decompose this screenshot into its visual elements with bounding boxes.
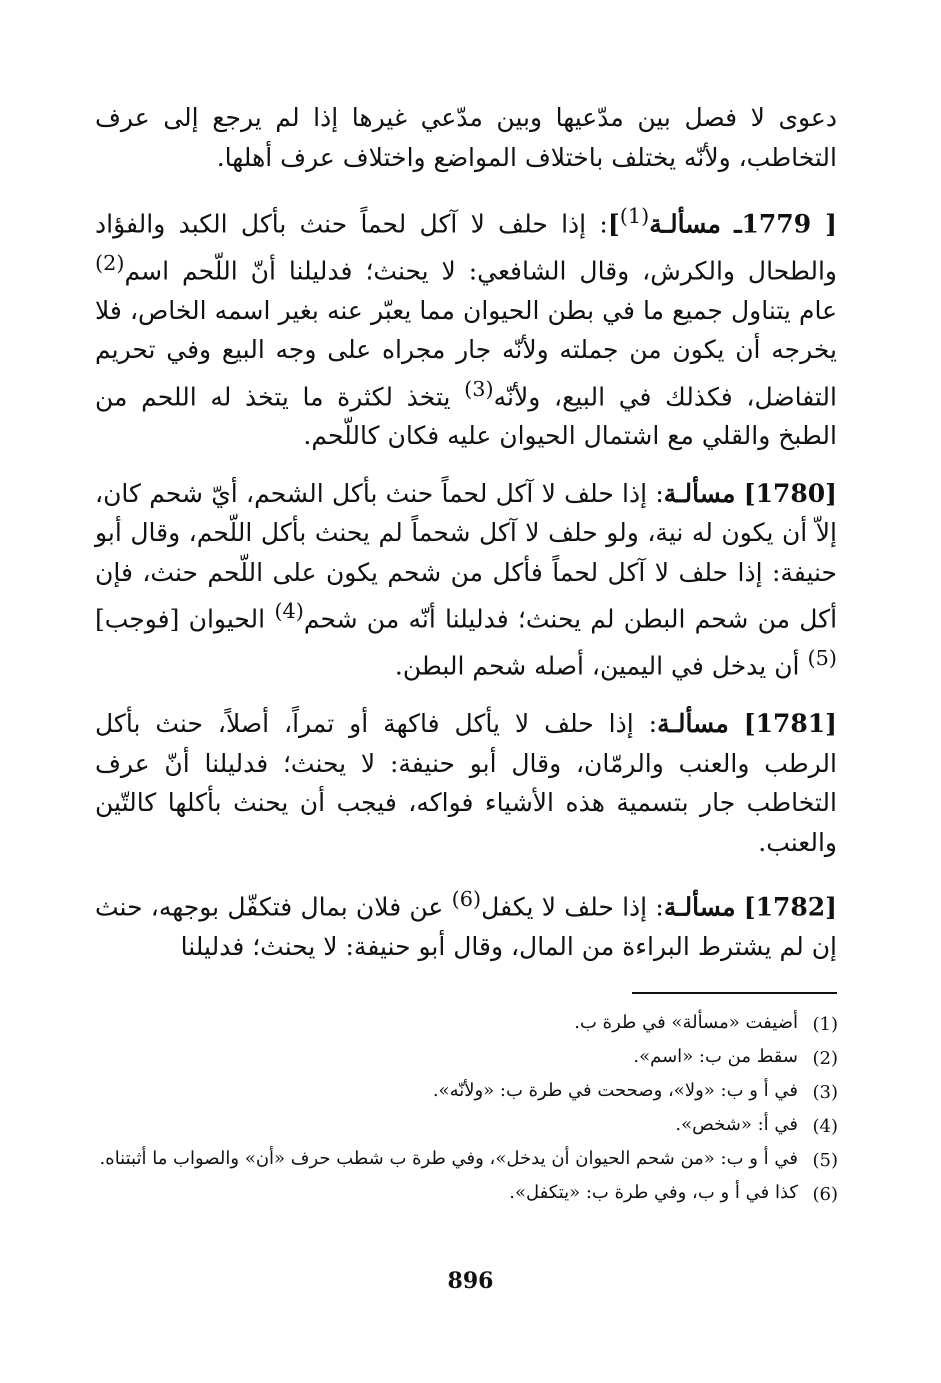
footnote bbox=[90, 1178, 838, 1212]
paragraph-text: الحيوان [فوجب] bbox=[95, 604, 275, 634]
paragraph-text: : إذا حلف لا يأكل فاكهة أو تمراً، أصلاً، حنث بأكل الرطب والعنب والرمّان، وقال أبو حنيفة: لا يحنث؛ فدليلنا أنّ عرف التخاطب جار بتسمية هذه الأشياء فواكه، فيجب أن يحنث بأكلها كالتّين والعنب. bbox=[95, 709, 837, 857]
issue-number: [1780] bbox=[743, 478, 837, 508]
footnote bbox=[90, 1144, 838, 1178]
issue-number: [1781] bbox=[743, 709, 837, 739]
paragraph-intro bbox=[95, 98, 837, 177]
issue-1782 bbox=[95, 880, 837, 966]
paragraph-text: يتخذ لكثرة ما يتخذ له اللحم من الطبخ والقلي مع اشتمال الحيوان عليه فكان كاللّحم. bbox=[95, 381, 837, 451]
footnote-number: (6) bbox=[812, 1184, 838, 1205]
footnote-text: في أ و ب: «ولا»، وصححت في طرة ب: «ولأنّه». bbox=[432, 1080, 798, 1101]
footnote-text: في أ: «شخص». bbox=[675, 1114, 798, 1135]
issue-1779 bbox=[95, 197, 837, 456]
footnote bbox=[90, 1042, 838, 1076]
footnote-text: سقط من ب: «اسم». bbox=[633, 1046, 798, 1067]
main-text bbox=[95, 98, 837, 984]
paragraph-text: : إذا حلف لا يكفل bbox=[481, 892, 664, 922]
footnotes bbox=[90, 1008, 838, 1212]
footnote-text: في أ و ب: «من شحم الحيوان أن يدخل»، وفي طرة ب شطب حرف «أن» والصواب ما أثبتناه. bbox=[99, 1148, 798, 1169]
footnote-ref: (1) bbox=[619, 204, 650, 228]
paragraph-text: أن يدخل في اليمين، أصله شحم البطن. bbox=[394, 651, 808, 681]
issue-label: مسألـة bbox=[649, 209, 721, 239]
footnote-number: (4) bbox=[812, 1116, 838, 1137]
footnote-text: أضيفت «مسألة» في طرة ب. bbox=[574, 1012, 798, 1033]
footnote-number: (3) bbox=[812, 1082, 838, 1103]
footnote-text: كذا في أ و ب، وفي طرة ب: «يتكفل». bbox=[509, 1182, 798, 1203]
footnote-ref: (6) bbox=[451, 887, 482, 912]
paragraph-text: : إذا حلف لا آكل لحماً حنث بأكل الشحم، أيّ شحم كان، إلاّ أن يكون له نية، ولو حلف لا آكل شحماً لم يحنث بأكل اللّحم، وقال أبو حنيفة: إذا حلف لا آكل لحماً فأكل من شحم يكون على اللّحم حنث، فإن أكل من شحم البطن لم يحنث؛ فدليلنا أنّه من شحم bbox=[95, 478, 838, 634]
footnote-ref: (4) bbox=[274, 599, 304, 624]
footnote bbox=[90, 1008, 838, 1042]
paragraph-text: عام يتناول جميع ما في بطن الحيوان مما يعبّر عنه بغير اسمه الخاص، فلا يخرجه أن يكون من جملته ولأنّه جار مجراه على وجه البيع وفي تحريم التفاضل، فكذلك في البيع، ولأنّه bbox=[95, 295, 837, 411]
paragraph-text: دعوى لا فصل بين مدّعيها وبين مدّعي غيرها إذا لم يرجع إلى عرف التخاطب، ولأنّه يختلف باختلاف المواضع واختلاف عرف أهلها. bbox=[95, 103, 837, 172]
footnote-number: (2) bbox=[812, 1048, 838, 1069]
footnote-number: (5) bbox=[812, 1150, 838, 1171]
footnote-ref: (2) bbox=[95, 250, 125, 275]
issue-number: [1782] bbox=[743, 892, 837, 922]
page-number: 896 bbox=[447, 1268, 494, 1294]
footnote-number: (1) bbox=[812, 1014, 838, 1035]
paragraph-text: : إذا حلف لا آكل لحماً حنث بأكل الكبد والفؤاد والطحال والكرش، وقال الشافعي: لا يحنث؛ فدليلنا أنّ اللّحم اسم bbox=[95, 209, 837, 286]
issue-label: مسألـة bbox=[657, 709, 729, 739]
issue-label: مسألـة bbox=[663, 892, 736, 922]
paragraph-text: عن فلان بمال فتكفّل بوجهه، حنث إن لم يشترط البراءة من المال، وقال أبو حنيفة: لا يحنث؛ فدليلنا bbox=[95, 892, 837, 961]
footnote bbox=[90, 1110, 838, 1144]
issue-1780 bbox=[95, 474, 837, 686]
footnote-ref: (3) bbox=[464, 376, 494, 401]
footnote-ref: (5) bbox=[807, 646, 837, 671]
issue-number: [ 1779ـ bbox=[734, 209, 837, 239]
issue-1781 bbox=[95, 704, 837, 862]
issue-label: مسألـة bbox=[663, 478, 736, 508]
bracket-close: ] bbox=[607, 209, 620, 239]
footnote-divider bbox=[632, 992, 837, 994]
footnote bbox=[90, 1076, 838, 1110]
